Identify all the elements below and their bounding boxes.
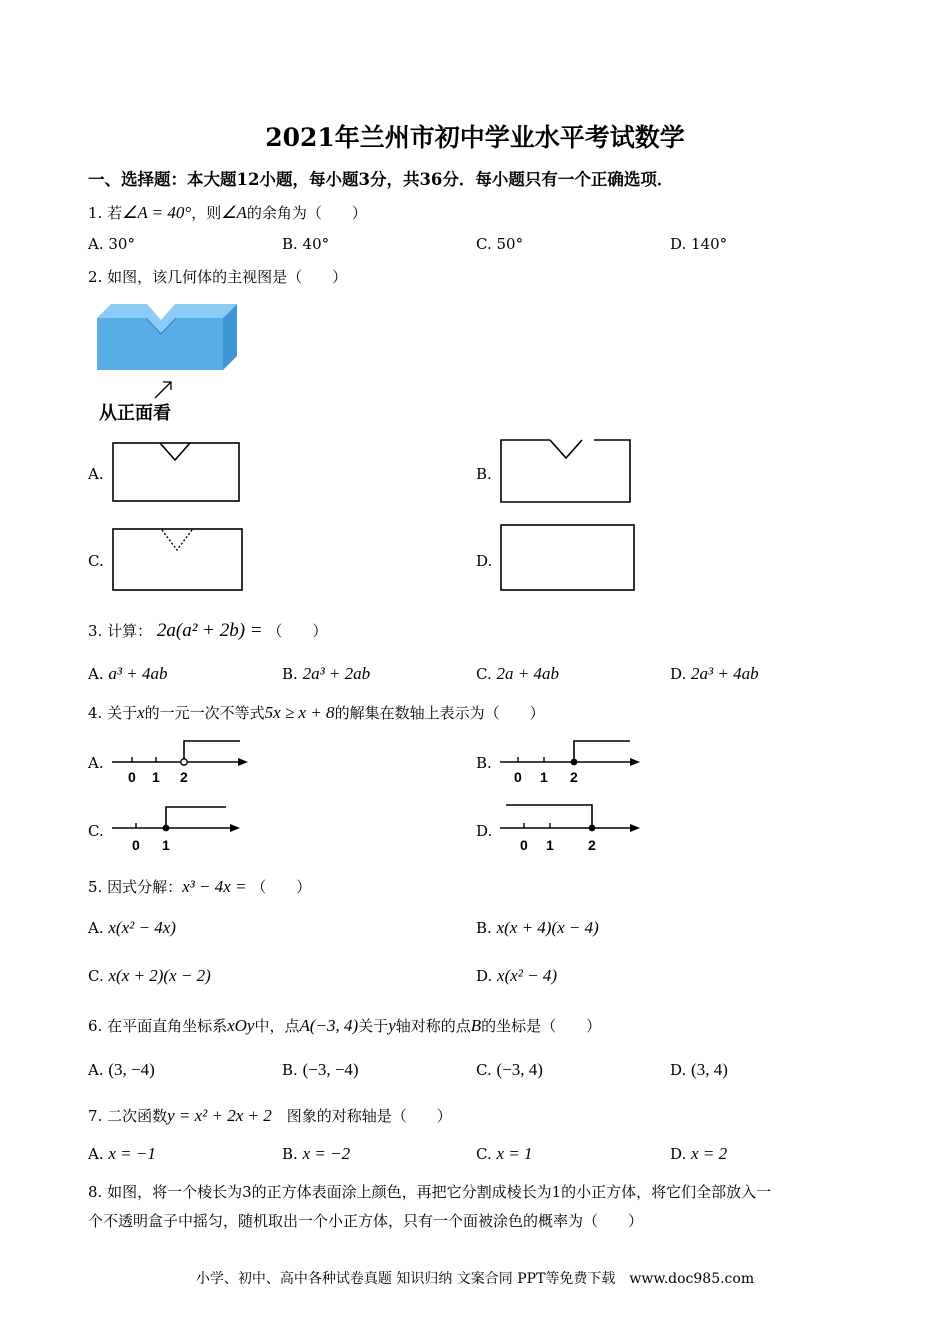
q7-option-c-label: C. [476,1145,492,1163]
q3-option-c[interactable] [476,664,559,684]
q3-prefix: 3. 计算： [88,622,153,640]
question-2: 2. 如图，该几何体的主视图是（ ） [88,268,348,286]
q1-option-a[interactable]: A. 30° [88,235,135,253]
question-5 [88,876,311,897]
q2-option-b-label[interactable]: B. [476,465,492,483]
q4-suffix: 的解集在数轴上表示为（ ） [334,704,545,722]
tick-label: 1 [540,769,548,785]
q6-option-a-label: A. [88,1061,104,1079]
page-title: 2021年兰州市初中学业水平考试数学 [265,123,685,152]
q2-option-a-figure[interactable] [112,442,242,504]
q4-option-c-label[interactable]: C. [88,822,104,840]
q6-sys: xOy [227,1016,255,1035]
q5-expr: x³ − 4x = [182,877,247,896]
q1-angle: ∠A [221,203,247,222]
q3-option-d-expr: 2a³ + 4ab [691,664,759,683]
tick-label: 0 [132,837,140,853]
q5-option-b[interactable] [476,918,599,938]
q3-option-c-label: C. [476,665,492,683]
q3-option-b[interactable] [282,664,370,684]
q5-suffix: （ ） [251,878,312,896]
q6-suffix: 的坐标是（ ） [481,1017,602,1035]
q6-point: A(−3, 4) [299,1016,359,1035]
q5-option-b-expr: x(x + 4)(x − 4) [496,918,599,937]
section-heading: 一、选择题：本大题12小题，每小题3分，共36分．每小题只有一个正确选项． [88,170,674,189]
q6-option-c-label: C. [476,1061,492,1079]
q6-mid1: 中，点 [254,1017,300,1035]
question-4 [88,702,545,723]
q1-prefix: 1. 若 [88,204,123,222]
q1-option-d[interactable]: D. 140° [670,235,728,253]
q3-option-b-label: B. [282,665,298,683]
tick-label: 2 [180,769,188,785]
q2-option-a-label[interactable]: A. [88,465,104,483]
q7-option-c-expr: x = 1 [496,1144,533,1163]
tick-label: 2 [588,837,596,853]
q4-option-d-numberline[interactable] [498,802,644,856]
q1-mid: ，则 [191,204,222,222]
tick-label: 0 [514,769,522,785]
q6-option-c-expr: (−3, 4) [496,1060,543,1079]
q6-mid2: 关于 [358,1017,389,1035]
q1-option-b[interactable]: B. 40° [282,235,330,253]
q7-option-d-label: D. [670,1145,687,1163]
q3-expr: 2a(a² + 2b) = [156,620,263,641]
tick-label: 2 [570,769,578,785]
q5-option-c[interactable] [88,966,211,986]
question-7 [88,1105,452,1126]
question-6 [88,1015,601,1036]
q6-axis: y [388,1016,396,1035]
q4-option-b-numberline[interactable] [498,738,644,788]
q6-option-b[interactable] [282,1060,359,1080]
question-3 [88,620,327,642]
q3-option-a[interactable] [88,664,167,684]
q3-option-c-expr: 2a + 4ab [496,664,559,683]
q6-option-b-label: B. [282,1061,298,1079]
q7-option-b[interactable] [282,1144,350,1164]
q5-option-a-expr: x(x² − 4x) [108,918,176,937]
q6-option-c[interactable] [476,1060,543,1080]
q1-suffix: 的余角为（ ） [246,204,367,222]
q6-option-a[interactable] [88,1060,155,1080]
q7-option-a-label: A. [88,1145,104,1163]
q7-option-c[interactable] [476,1144,533,1164]
view-arrow [155,382,171,398]
q1-math: ∠A = 40° [122,203,192,222]
q7-option-d-expr: x = 2 [691,1144,728,1163]
question-1 [88,202,367,223]
q5-option-d[interactable] [476,966,557,986]
page-footer: 小学、初中、高中各种试卷真题 知识归纳 文案合同 PPT等免费下载 www.doc985.com [195,1271,755,1287]
q4-option-d-label[interactable]: D. [476,822,493,840]
q2-option-b-figure[interactable] [500,438,632,504]
q4-mid: 的一元一次不等式 [144,704,265,722]
q6-option-b-expr: (−3, −4) [302,1060,359,1079]
q6-option-d[interactable] [670,1060,728,1080]
q7-option-b-expr: x = −2 [302,1144,351,1163]
tick-label: 1 [162,837,170,853]
q5-option-c-expr: x(x + 2)(x − 2) [108,966,211,985]
q4-ineq: 5x ≥ x + 8 [264,703,335,722]
q3-option-d[interactable] [670,664,759,684]
tick-label: 1 [152,769,160,785]
q3-suffix: （ ） [267,622,328,640]
q6-option-d-label: D. [670,1061,687,1079]
q5-option-a-label: A. [88,919,104,937]
q6-option-d-expr: (3, 4) [691,1060,728,1079]
q7-option-a[interactable] [88,1144,156,1164]
q7-prefix: 7. 二次函数 [88,1107,168,1125]
q2-option-d-figure[interactable] [500,524,636,592]
question-8-line-2: 个不透明盒子中摇匀，随机取出一个小正方体，只有一个面被涂色的概率为（ ） [88,1212,644,1230]
q5-option-a[interactable] [88,918,176,938]
q7-expr: y = x² + 2x + 2 [167,1106,272,1125]
q2-option-c-label[interactable]: C. [88,552,104,570]
q3-option-d-label: D. [670,665,687,683]
q5-option-d-expr: x(x² − 4) [497,966,558,985]
tick-label: 0 [520,837,528,853]
q2-option-d-label[interactable]: D. [476,552,493,570]
q5-option-d-label: D. [476,967,493,985]
q7-option-b-label: B. [282,1145,298,1163]
v-notch-solid-figure [95,300,245,380]
q7-option-a-expr: x = −1 [108,1144,156,1163]
q5-option-c-label: C. [88,967,104,985]
q3-option-a-label: A. [88,665,104,683]
q4-option-a-label[interactable]: A. [88,754,104,772]
tick-label: 1 [546,837,554,853]
q1-option-c[interactable]: C. 50° [476,235,524,253]
q7-suffix: 图象的对称轴是（ ） [286,1107,452,1125]
q5-prefix: 5. 因式分解： [88,878,183,896]
view-caption: 从正面看 [99,403,171,424]
q6-pb: B [470,1016,482,1035]
q5-option-b-label: B. [476,919,492,937]
q4-var: x [137,703,145,722]
tick-label: 0 [128,769,136,785]
q3-option-a-expr: a³ + 4ab [108,664,168,683]
q6-prefix: 6. 在平面直角坐标系 [88,1017,228,1035]
question-8-line-1: 8. 如图，将一个棱长为3的正方体表面涂上颜色，再把它分割成棱长为1的小正方体，将它们全部放入一 [88,1183,772,1201]
q2-option-c-figure[interactable] [112,528,244,592]
q6-mid3: 轴对称的点 [395,1017,471,1035]
q4-option-b-label[interactable]: B. [476,754,492,772]
q3-option-b-expr: 2a³ + 2ab [302,664,371,683]
q4-prefix: 4. 关于 [88,704,138,722]
q4-option-c-numberline[interactable] [110,804,244,856]
q4-option-a-numberline[interactable] [110,738,250,788]
q6-option-a-expr: (3, −4) [108,1060,155,1079]
q7-option-d[interactable] [670,1144,727,1164]
